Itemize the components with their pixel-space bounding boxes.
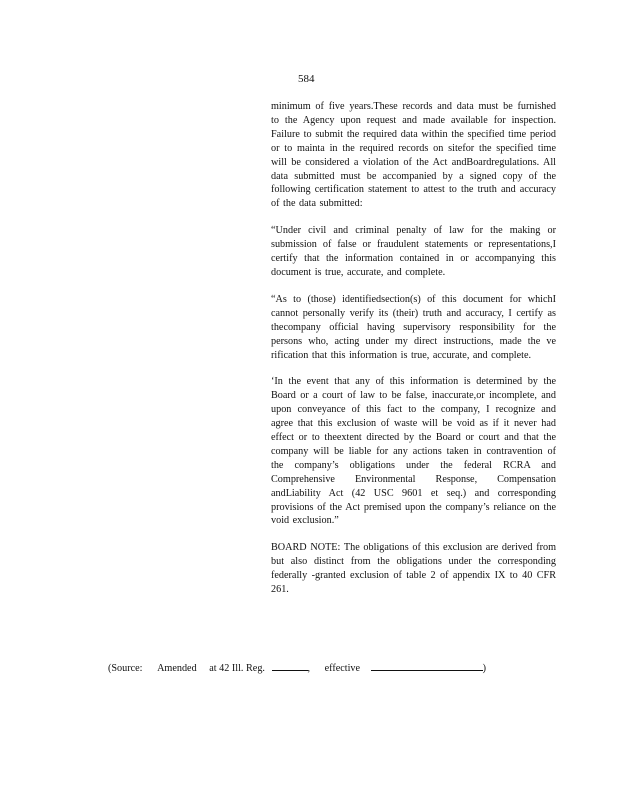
source-citation xyxy=(108,660,508,676)
source-close: ) xyxy=(482,663,487,674)
certification-statement-1: “Under civil and criminal penalty of law for the making or submission of false or fraudulent statements or representations,I certify that the information contained in or accompanying this document is true, accurate, and complete. xyxy=(271,225,556,278)
source-effective: effective xyxy=(324,663,361,674)
source-amended: Amended xyxy=(157,663,197,674)
source-register: at 42 Ill. Reg. xyxy=(209,663,265,674)
certification-statement-2: “As to (those) identifiedsection(s) of this document for whichI cannot personally verify its (their) truth and accuracy, I certify as thecompany official having supervisory responsibility for the persons who, acting under my direct instructions, made the ve rification that this information is true, accurate, and complete. xyxy=(271,293,556,361)
source-comma: , xyxy=(307,663,311,674)
regulation-text-column xyxy=(271,100,556,597)
certification-statement-3: ‘In the event that any of this information is determined by the Board or a court of law to be false, inaccurate,or incomplete, and upon conveyance of this fact to the company, I recognize and agree that this exclusion of waste will be void as if it never had effect or to theextent directed by the Board or court and that the company will be liable for any actions taken in contravention of the company’s obligations under the federal RCRA and Comprehensive Environmental Response, Compensation andLiability Act (42 USC 9601 et seq.) and corresponding provisions of the Act premised upon the company’s reliance on the void exclusion.” xyxy=(271,376,556,527)
page-number: 584 xyxy=(298,73,315,85)
register-page-blank xyxy=(272,660,308,671)
source-open: (Source: xyxy=(108,663,143,674)
records-retention-paragraph: minimum of five years.These records and data must be furnished to the Agency upon request and made available for inspection. Failure to submit the required data within the specified time period or to mainta in the required records on sitefor the specified time will be considered a violation of the Act andBoardregulations. All data submitted must be accompanied by a signed copy of the following certification statement to attest to the truth and accuracy of the data submitted: xyxy=(271,101,556,210)
effective-date-blank xyxy=(371,660,483,671)
board-note: BOARD NOTE: The obligations of this exclusion are derived from but also distinct from the obligations under the corresponding federally -granted exclusion of table 2 of appendix IX to 40 CFR 261. xyxy=(271,542,556,596)
